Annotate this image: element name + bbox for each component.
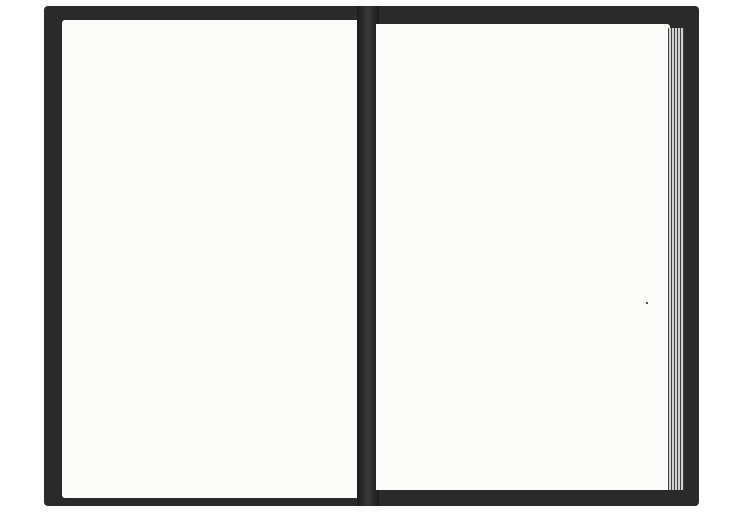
page-edges bbox=[668, 28, 684, 490]
right-page bbox=[376, 24, 670, 490]
left-page bbox=[62, 20, 360, 498]
ink-speck bbox=[646, 302, 648, 304]
